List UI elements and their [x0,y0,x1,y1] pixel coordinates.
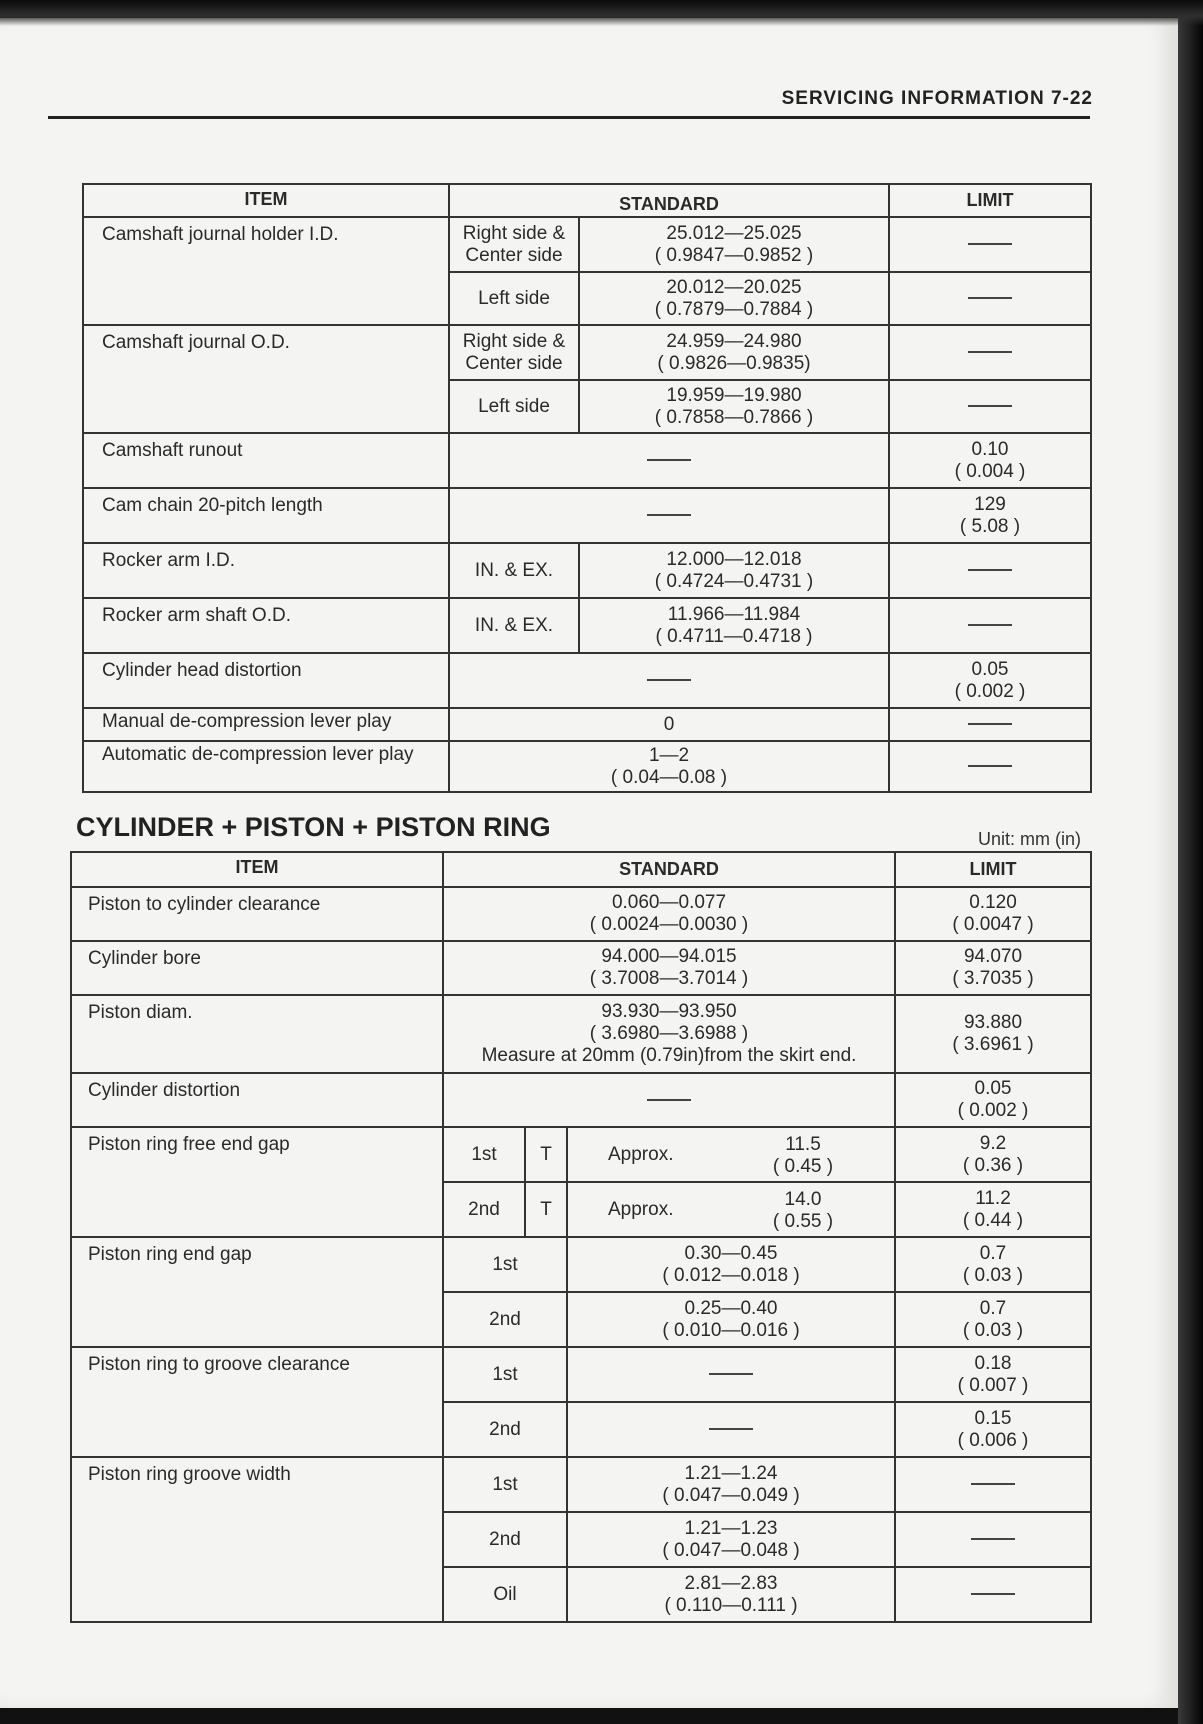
table-row [71,1347,1091,1402]
standard-cell [449,653,889,708]
limit-cell [889,708,1091,741]
item-cell: Piston ring free end gap [71,1127,443,1237]
limit-cell [895,941,1091,995]
header-item: ITEM [71,852,443,887]
ring-cell: 1st [443,1127,525,1182]
limit-mm: 0.7 [979,1297,1007,1319]
ring-cell: 1st [443,1457,567,1512]
table-row [71,995,1091,1073]
limit-in: ( 0.03 ) [962,1264,1024,1286]
blank-dash [968,765,1012,767]
standard-mm: 1.21—1.24 [684,1462,778,1484]
blank-dash [968,569,1012,571]
standard-cell [579,380,889,433]
table-row [83,217,1091,272]
section-title: CYLINDER + PISTON + PISTON RING [76,812,551,842]
mark-cell: T [525,1182,567,1237]
standard-cell [579,325,889,380]
table-row [71,941,1091,995]
standard-mm: 2.81—2.83 [684,1572,778,1594]
blank-dash [647,459,691,461]
sub-cell: IN. & EX. [449,598,579,653]
blank-dash [971,1483,1015,1485]
limit-mm: 0.120 [969,892,1017,913]
table-row [71,1457,1091,1512]
standard-cell [443,1073,895,1127]
standard-mm: 0.30—0.45 [684,1242,778,1264]
blank-dash [709,1373,753,1375]
standard-cell [579,217,889,272]
item-cell: Piston ring groove width [71,1457,443,1622]
standard-cell [567,1127,895,1182]
standard-mm: 0.060—0.077 [611,892,727,913]
table-row [71,887,1091,941]
item-cell: Manual de-compression lever play [83,708,449,741]
item-cell: Camshaft runout [83,433,449,488]
header-limit: LIMIT [895,852,1091,887]
header-limit: LIMIT [889,184,1091,217]
standard-cell [567,1292,895,1347]
limit-cell [895,1237,1091,1292]
ring-cell: 1st [443,1347,567,1402]
standard-cell [567,1182,895,1237]
standard-cell [579,598,889,653]
blank-dash [971,1593,1015,1595]
limit-mm: 94.070 [963,946,1023,967]
limit-in: ( 3.7035 ) [952,968,1034,989]
standard-cell [449,741,889,792]
limit-in: ( 0.007 ) [957,1374,1029,1396]
standard-cell [567,1347,895,1402]
standard-mm: 1.21—1.23 [684,1517,778,1539]
table-row [83,741,1091,792]
table-row [83,708,1091,741]
scan-top-shadow [0,0,1203,26]
standard-in: ( 0.45 ) [772,1156,834,1177]
standard-cell [449,488,889,543]
table-row [83,543,1091,598]
standard-in: ( 0.047—0.048 ) [662,1539,800,1561]
limit-cell [895,1182,1091,1237]
sub-cell: IN. & EX. [449,543,579,598]
standard-in: ( 0.110—0.111 ) [664,1594,798,1616]
cylinder-head-spec-table [82,183,1092,793]
limit-cell [895,1127,1091,1182]
ring-cell: 2nd [443,1182,525,1237]
standard-mm: 24.959—24.980 [666,330,802,352]
item-cell: Piston diam. [71,995,443,1073]
standard-cell [579,272,889,325]
standard-mm: 93.930—93.950 [601,1001,737,1022]
limit-mm: 0.15 [974,1407,1012,1429]
standard-in: ( 0.7879—0.7884 ) [654,298,814,320]
item-cell: Piston ring end gap [71,1237,443,1347]
header-title: SERVICING INFORMATION [781,88,1045,109]
standard-in: ( 0.55 ) [772,1211,834,1232]
limit-cell [889,543,1091,598]
limit-in: ( 0.004 ) [954,460,1026,482]
blank-dash [968,243,1012,245]
table-row [83,325,1091,380]
sub-cell: Right side & Center side [449,217,579,272]
standard-cell [443,887,895,941]
limit-cell [889,272,1091,325]
blank-dash [971,1538,1015,1540]
standard-mm: 25.012—25.025 [666,222,802,244]
approx-label: Approx. [608,1198,674,1220]
limit-mm: 0.10 [971,438,1009,460]
ring-cell: Oil [443,1567,567,1622]
standard-in: ( 0.047—0.049 ) [662,1484,800,1506]
table-row [71,1073,1091,1127]
standard-cell: 0 [449,708,889,741]
sub-cell: Left side [449,380,579,433]
standard-mm: 0.25—0.40 [684,1297,778,1319]
limit-cell [895,887,1091,941]
limit-mm: 93.880 [963,1012,1023,1033]
standard-mm: 1—2 [648,744,690,766]
item-cell: Camshaft journal holder I.D. [83,217,449,325]
table-row [71,1127,1091,1182]
limit-cell [889,741,1091,792]
table-row [71,1237,1091,1292]
standard-in: ( 0.4724—0.4731 ) [654,570,814,592]
standard-mm: 11.966—11.984 [667,603,801,625]
blank-dash [968,351,1012,353]
standard-in: ( 0.9847—0.9852 ) [654,244,814,266]
standard-mm: 11.5 [785,1134,821,1155]
blank-dash [709,1428,753,1430]
unit-label: Unit: mm (in) [978,829,1081,849]
limit-in: ( 5.08 ) [959,515,1021,537]
limit-in: ( 0.0047 ) [952,914,1034,935]
limit-in: ( 3.6961 ) [952,1034,1034,1055]
limit-cell [889,433,1091,488]
standard-in: ( 0.7858—0.7866 ) [654,406,814,428]
standard-cell [449,433,889,488]
header-standard: STANDARD [443,852,895,887]
table-header-row [71,852,1091,887]
limit-in: ( 0.36 ) [962,1154,1024,1176]
blank-dash [968,723,1012,725]
table-row [83,653,1091,708]
limit-cell [895,1512,1091,1567]
standard-mm: 94.000—94.015 [601,946,737,967]
ring-cell: 1st [443,1237,567,1292]
ring-cell: 2nd [443,1402,567,1457]
header-item: ITEM [83,184,449,217]
standard-in: ( 0.9826—0.9835) [657,352,811,374]
limit-mm: 0.7 [979,1242,1007,1264]
approx-label: Approx. [608,1143,674,1165]
limit-cell [895,995,1091,1073]
table-row [83,488,1091,543]
sub-cell: Right side & Center side [449,325,579,380]
standard-cell [443,941,895,995]
table-row [83,598,1091,653]
standard-cell [567,1237,895,1292]
standard-note: Measure at 20mm (0.79in)from the skirt end. [481,1045,857,1066]
limit-cell [895,1292,1091,1347]
item-cell: Automatic de-compression lever play [83,741,449,792]
limit-in: ( 0.03 ) [962,1319,1024,1341]
blank-dash [647,514,691,516]
limit-in: ( 0.44 ) [962,1209,1024,1231]
standard-mm: 14.0 [784,1189,822,1210]
binding-edge [1178,0,1203,1724]
item-cell: Piston to cylinder clearance [71,887,443,941]
table-row [83,433,1091,488]
mark-cell: T [525,1127,567,1182]
standard-cell [567,1457,895,1512]
limit-cell [889,598,1091,653]
blank-dash [968,624,1012,626]
standard-in: ( 0.012—0.018 ) [662,1264,800,1286]
page-header [782,88,1093,110]
header-page-number: 7-22 [1050,88,1093,109]
standard-mm: 20.012—20.025 [666,276,802,298]
item-cell: Cylinder bore [71,941,443,995]
blank-dash [968,297,1012,299]
blank-dash [968,405,1012,407]
standard-cell [567,1512,895,1567]
ring-cell: 2nd [443,1512,567,1567]
limit-cell [889,380,1091,433]
item-cell: Rocker arm shaft O.D. [83,598,449,653]
item-cell: Cylinder head distortion [83,653,449,708]
standard-cell [443,995,895,1073]
standard-mm: 12.000—12.018 [666,548,802,570]
standard-in: ( 0.04—0.08 ) [610,766,728,788]
limit-mm: 129 [974,493,1006,515]
item-cell: Piston ring to groove clearance [71,1347,443,1457]
header-standard: STANDARD [449,184,889,217]
limit-cell [895,1402,1091,1457]
limit-mm: 0.05 [971,658,1009,680]
standard-cell [567,1567,895,1622]
item-cell: Camshaft journal O.D. [83,325,449,433]
limit-cell [889,325,1091,380]
standard-in: ( 0.0024—0.0030 ) [589,914,749,935]
limit-cell [895,1347,1091,1402]
table-header-row [83,184,1091,217]
cylinder-piston-spec-table [70,851,1092,1623]
limit-in: ( 0.002 ) [954,680,1026,702]
limit-cell [895,1457,1091,1512]
blank-dash [647,679,691,681]
item-cell: Rocker arm I.D. [83,543,449,598]
blank-dash [647,1099,691,1101]
limit-cell [895,1567,1091,1622]
limit-cell [889,488,1091,543]
limit-mm: 9.2 [979,1132,1007,1154]
standard-in: ( 3.7008—3.7014 ) [589,968,749,989]
limit-mm: 11.2 [975,1187,1011,1209]
standard-in: ( 3.6980—3.6988 ) [589,1023,749,1044]
limit-in: ( 0.006 ) [957,1429,1029,1451]
limit-mm: 0.18 [974,1352,1012,1374]
standard-in: ( 0.4711—0.4718 ) [655,625,813,647]
standard-cell [567,1402,895,1457]
limit-in: ( 0.002 ) [957,1100,1029,1121]
standard-cell [579,543,889,598]
ring-cell: 2nd [443,1292,567,1347]
item-cell: Cam chain 20-pitch length [83,488,449,543]
limit-cell [889,217,1091,272]
limit-cell [889,653,1091,708]
limit-mm: 0.05 [974,1078,1012,1099]
sub-cell: Left side [449,272,579,325]
header-rule [48,116,1090,119]
standard-in: ( 0.010—0.016 ) [662,1319,800,1341]
standard-mm: 19.959—19.980 [666,384,802,406]
item-cell: Cylinder distortion [71,1073,443,1127]
limit-cell [895,1073,1091,1127]
